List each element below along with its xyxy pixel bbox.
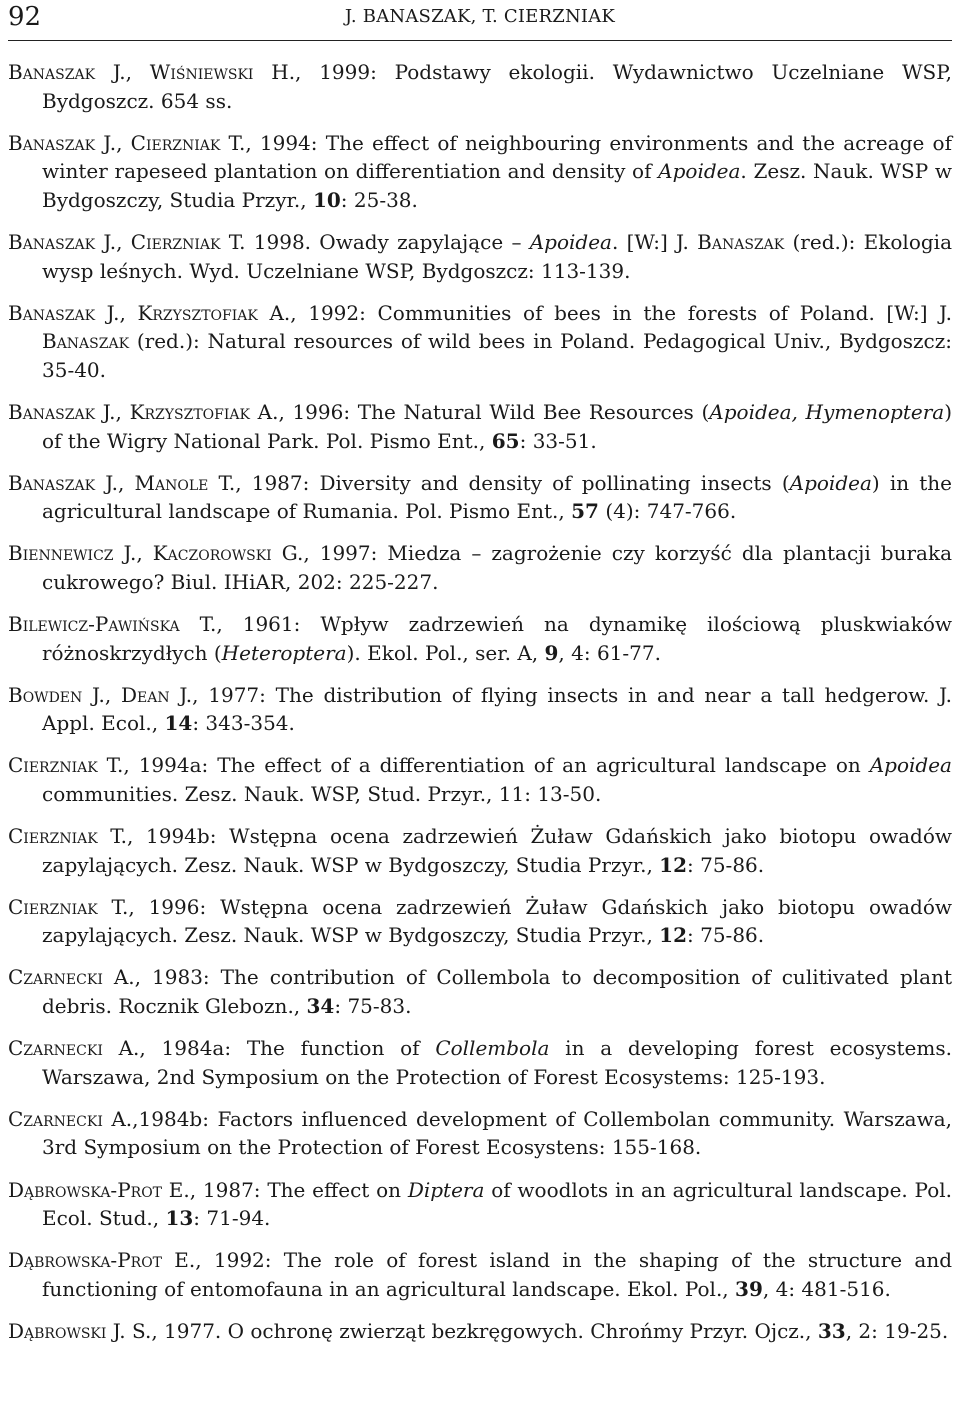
reference-entry: Banaszak J., Cierzniak T. 1998. Owady zapylające – Apoidea. [W:] J. Banaszak (red.): Ekologia wysp leśnych. Wyd. Uczelniane WSP, Bydgoszcz: 113-139. xyxy=(8,229,952,283)
reference-entry: Banaszak J., Manole T., 1987: Diversity and density of pollinating insects (Apoidea) in the agricultural landscape of Rumania. Pol. Pismo Ent., 57 (4): 747-766. xyxy=(8,470,952,524)
page-header xyxy=(8,0,952,41)
reference-entry: Biennewicz J., Kaczorowski G., 1997: Miedza – zagrożenie czy korzyść dla plantacji buraka cukrowego? Biul. IHiAR, 202: 225-227. xyxy=(8,541,952,594)
running-title: J. BANASZAK, T. CIERZNIAK xyxy=(344,6,616,27)
reference-entry: Czarnecki A., 1984a: The function of Collembola in a developing forest ecosystems. Warszawa, 2nd Symposium on the Protection of Forest Ecosystems: 125-193. xyxy=(8,1036,952,1089)
reference-entry: Dąbrowska-Prot E., 1987: The effect on Diptera of woodlots in an agricultural landscape. Pol. Ecol. Stud., 13: 71-94. xyxy=(8,1177,952,1231)
reference-list xyxy=(8,58,952,1359)
reference-entry: Banaszak J., Krzysztofiak A., 1996: The Natural Wild Bee Resources (Apoidea, Hymenoptera) of the Wigry National Park. Pol. Pismo Ent., 65: 33-51. xyxy=(8,399,952,453)
reference-entry: Czarnecki A., 1983: The contribution of Collembola to decomposition of culitivated plant debris. Rocznik Glebozn., 34: 75-83. xyxy=(8,965,952,1019)
reference-entry: Cierzniak T., 1996: Wstępna ocena zadrzewień Żuław Gdańskich jako biotopu owadów zapylających. Zesz. Nauk. WSP w Bydgoszczy, Studia Przyr., 12: 75-86. xyxy=(8,894,952,948)
page-number: 92 xyxy=(8,2,42,32)
reference-entry: Bowden J., Dean J., 1977: The distribution of flying insects in and near a tall hedgerow. J. Appl. Ecol., 14: 343-354. xyxy=(8,682,952,736)
reference-entry: Banaszak J., Wiśniewski H., 1999: Podstawy ekologii. Wydawnictwo Uczelniane WSP, Bydgoszcz. 654 ss. xyxy=(8,60,952,113)
reference-entry: Banaszak J., Krzysztofiak A., 1992: Communities of bees in the forests of Poland. [W:] J. Banaszak (red.): Natural resources of wild bees in Poland. Pedagogical Univ., Bydgoszcz: 35-40. xyxy=(8,300,952,382)
reference-entry: Bilewicz-Pawińska T., 1961: Wpływ zadrzewień na dynamikę ilościową pluskwiaków różnoskrzydłych (Heteroptera). Ekol. Pol., ser. A, 9, 4: 61-77. xyxy=(8,612,952,665)
reference-entry: Banaszak J., Cierzniak T., 1994: The effect of neighbouring environments and the acreage of winter rapeseed plantation on differentiation and density of Apoidea. Zesz. Nauk. WSP w Bydgoszczy, Studia Przyr., 10: 25-38. xyxy=(8,130,953,212)
reference-entry: Dąbrowski J. S., 1977. O ochronę zwierząt bezkręgowych. Chrońmy Przyr. Ojcz., 33, 2: 19-25. xyxy=(8,1318,949,1343)
reference-entry: Czarnecki A.,1984b: Factors influenced development of Collembolan community. Warszawa, 3rd Symposium on the Protection of Forest Ecosystens: 155-168. xyxy=(8,1106,952,1160)
reference-entry: Cierzniak T., 1994a: The effect of a differentiation of an agricultural landscape on Apoidea communities. Zesz. Nauk. WSP, Stud. Przyr., 11: 13-50. xyxy=(8,753,952,806)
reference-entry: Dąbrowska-Prot E., 1992: The role of forest island in the shaping of the structure and functioning of entomofauna in an agricultural landscape. Ekol. Pol., 39, 4: 481-516. xyxy=(8,1248,953,1301)
reference-entry: Cierzniak T., 1994b: Wstępna ocena zadrzewień Żuław Gdańskich jako biotopu owadów zapylających. Zesz. Nauk. WSP w Bydgoszczy, Studia Przyr., 12: 75-86. xyxy=(8,824,952,877)
